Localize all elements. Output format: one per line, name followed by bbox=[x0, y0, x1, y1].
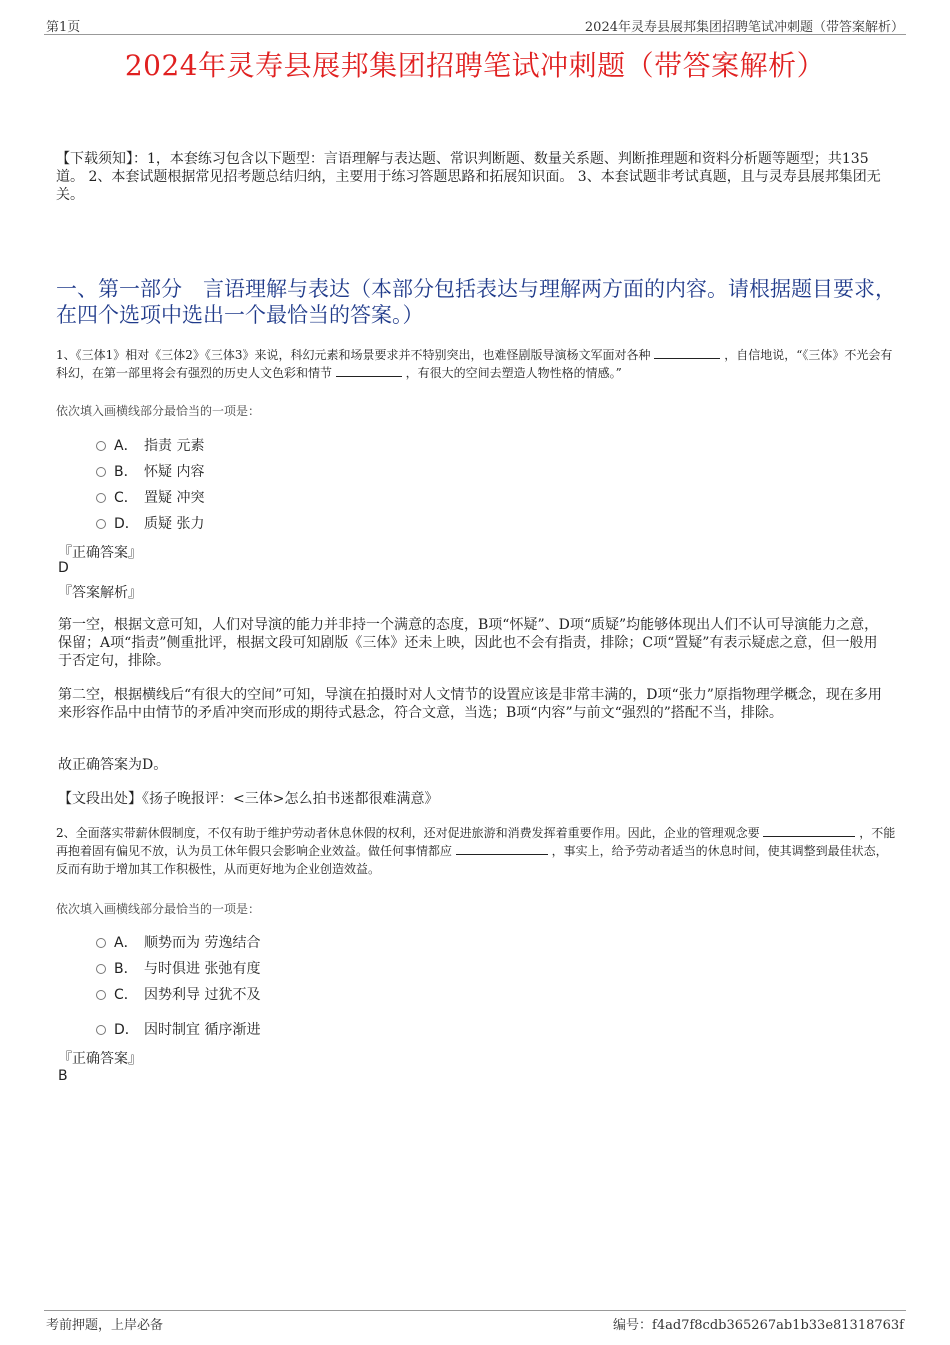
option-letter: C． bbox=[114, 490, 138, 506]
option-text: 因时制宜 循序渐进 bbox=[144, 1022, 261, 1038]
analysis-conclusion: 故正确答案为D。 bbox=[58, 757, 168, 773]
option-text: 怀疑 内容 bbox=[144, 464, 205, 480]
section-heading: 一、第一部分 言语理解与表达（本部分包括表达与理解两方面的内容。请根据题目要求，在四个选项中选出一个最恰当的答案。） bbox=[56, 277, 896, 327]
question-2-option-b[interactable] bbox=[96, 959, 260, 979]
page-header bbox=[44, 14, 906, 35]
option-text: 顺势而为 劳逸结合 bbox=[144, 935, 261, 951]
question-1-text-part: ，有很大的空间去塑造人物性格的情感。” bbox=[405, 366, 622, 380]
question-2-text-part: ，事实上，给予劳动者适当的休息时间，使其调整到最佳状态，反而有助于增加其工作积极性，从而更好地为企业创造效益。 bbox=[56, 844, 888, 876]
question-1-option-c[interactable] bbox=[96, 488, 204, 508]
option-text: 质疑 张力 bbox=[144, 516, 205, 532]
analysis-paragraph-2: 第二空，根据横线后“有很大的空间”可知，导演在拍摄时对人文情节的设置应该是非常丰满的，D项“张力”原指物理学概念，现在多用来形容作品中由情节的矛盾冲突而形成的期待式悬念，符合文意，当选；B项“内容”与前文“强烈的”搭配不当，排除。 bbox=[58, 687, 882, 721]
correct-answer-label: 『正确答案』 bbox=[58, 1051, 142, 1067]
option-letter: A． bbox=[114, 438, 138, 454]
question-1-option-b[interactable] bbox=[96, 462, 204, 482]
correct-answer: D bbox=[58, 560, 69, 576]
radio-icon[interactable] bbox=[96, 964, 106, 974]
option-letter: D． bbox=[114, 1022, 139, 1038]
option-text: 置疑 冲突 bbox=[144, 490, 205, 506]
radio-icon[interactable] bbox=[96, 467, 106, 477]
analysis-paragraph-1: 第一空，根据文意可知，人们对导演的能力并非持一个满意的态度，B项“怀疑”、D项“质疑”均能够体现出人们不认可导演能力之意，保留；A项“指责”侧重批评，根据文段可知剧版《三体》还未上映，因此也不会有指责，排除；C项“置疑”有表示疑虑之意，但一般用于否定句，排除。 bbox=[58, 617, 879, 669]
radio-icon[interactable] bbox=[96, 493, 106, 503]
question-1-option-a[interactable] bbox=[96, 436, 204, 456]
analysis-label: 『答案解析』 bbox=[58, 585, 142, 601]
radio-icon[interactable] bbox=[96, 990, 106, 1000]
question-2-text bbox=[56, 824, 896, 878]
footer-slogan: 考前押题，上岸必备 bbox=[46, 1318, 164, 1333]
question-1-text-part: ，自信地说，“《三体》不光会有科幻，在第一部里将会有强烈的历史人文色彩和情节 bbox=[56, 348, 893, 380]
radio-icon[interactable] bbox=[96, 938, 106, 948]
correct-answer: B bbox=[58, 1068, 68, 1084]
radio-icon[interactable] bbox=[96, 441, 106, 451]
page-footer bbox=[44, 1310, 906, 1331]
radio-icon[interactable] bbox=[96, 1025, 106, 1035]
radio-icon[interactable] bbox=[96, 519, 106, 529]
question-1-prompt: 依次填入画横线部分最恰当的一项是： bbox=[56, 404, 261, 418]
option-letter: A． bbox=[114, 935, 138, 951]
fill-blank bbox=[456, 842, 548, 855]
fill-blank bbox=[654, 346, 720, 359]
fill-blank bbox=[763, 824, 855, 837]
option-letter: B． bbox=[114, 464, 138, 480]
option-letter: D． bbox=[114, 516, 139, 532]
document-code: 编号：f4ad7f8cdb365267ab1b33e81318763f bbox=[613, 1318, 904, 1333]
question-2-option-d[interactable] bbox=[96, 1020, 260, 1040]
option-text: 因势利导 过犹不及 bbox=[144, 987, 261, 1003]
correct-answer-label: 『正确答案』 bbox=[58, 545, 142, 561]
page-number: 第1页 bbox=[46, 20, 81, 35]
question-2-option-a[interactable] bbox=[96, 933, 260, 953]
question-2-option-c[interactable] bbox=[96, 985, 260, 1005]
passage-source: 【文段出处】《扬子晚报评：<三体>怎么拍书迷都很难满意》 bbox=[58, 791, 439, 807]
option-letter: C． bbox=[114, 987, 138, 1003]
question-1-text-part: 1、《三体1》相对《三体2》《三体3》来说，科幻元素和场景要求并不特别突出，也难怪剧版导演杨文军面对各种 bbox=[56, 348, 651, 362]
download-notice: 【下载须知】：1，本套练习包含以下题型：言语理解与表达题、常识判断题、数量关系题、判断推理题和资料分析题等题型；共135道。 2、本套试题根据常见招考题总结归纳，主要用于练习答题思路和拓展知识面。 3、本套试题非考试真题，且与灵寿县展邦集团无关。 bbox=[56, 151, 881, 203]
question-1-text bbox=[56, 346, 896, 382]
question-2-text-part: 2、全面落实带薪休假制度，不仅有助于维护劳动者休息休假的权利，还对促进旅游和消费发挥着重要作用。因此，企业的管理观念要 bbox=[56, 826, 760, 840]
question-2-text-part: ，不能再抱着固有偏见不放，认为员工休年假只会影响企业效益。做任何事情都应 bbox=[56, 826, 896, 858]
header-doc-title: 2024年灵寿县展邦集团招聘笔试冲刺题（带答案解析） bbox=[584, 20, 904, 35]
question-1-option-d[interactable] bbox=[96, 514, 204, 534]
option-text: 与时俱进 张弛有度 bbox=[144, 961, 261, 977]
question-2-prompt: 依次填入画横线部分最恰当的一项是： bbox=[56, 902, 261, 916]
option-letter: B． bbox=[114, 961, 138, 977]
option-text: 指责 元素 bbox=[144, 438, 205, 454]
fill-blank bbox=[336, 364, 402, 377]
document-title: 2024年灵寿县展邦集团招聘笔试冲刺题（带答案解析） bbox=[124, 49, 826, 82]
